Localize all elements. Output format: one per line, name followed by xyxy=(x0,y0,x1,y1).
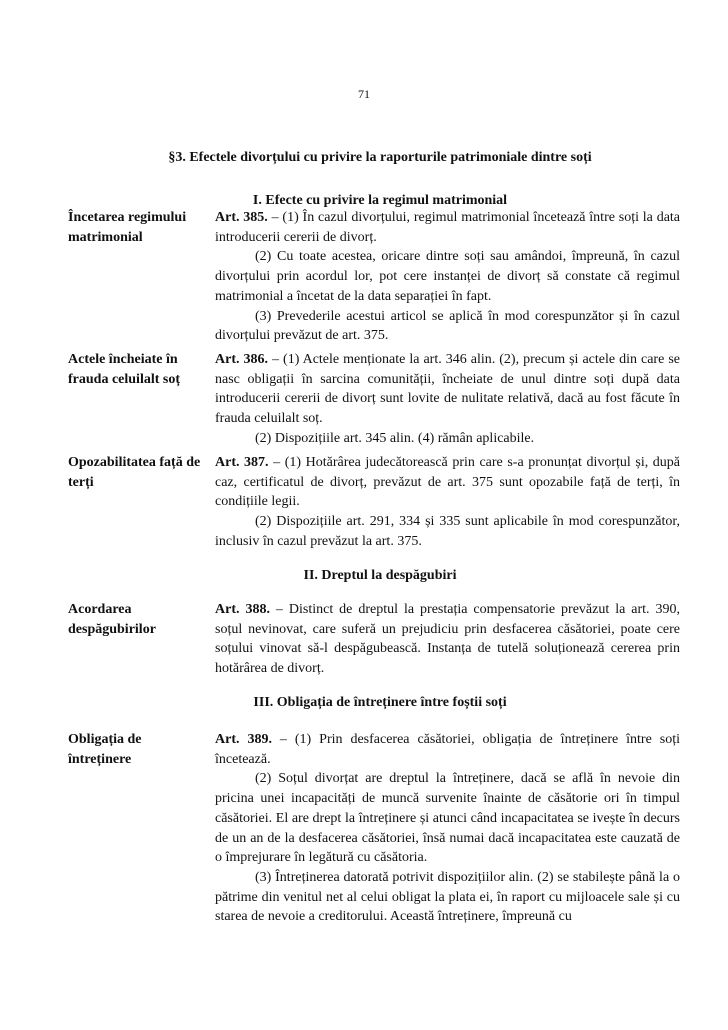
side-label-art-388: Acordarea despăgubirilor xyxy=(68,602,156,637)
side-label-art-387: Opozabilitatea față de terți xyxy=(68,455,201,490)
side-label-art-389: Obligația de întreținere xyxy=(68,732,142,767)
chapter-title: §3. Efectele divorțului cu privire la raporturile patrimoniale dintre soți xyxy=(168,150,592,165)
article-paragraph: – (1) În cazul divorțului, regimul matrimonial încetează între soți la data introducerii cererii de divorț. xyxy=(215,210,681,245)
article-paragraph: – (1) Actele menționate la art. 346 alin. (2), precum și actele din care se nasc obligații în sarcina comunității, încheiate de unul dintre soți după data introducerii cererii de divorț sunt lovite de nulitate relativă, dacă au fost făcute în frauda celuilalt soț. xyxy=(215,352,680,427)
section-title-1: I. Efecte cu privire la regimul matrimonial xyxy=(252,193,508,208)
article-385 xyxy=(215,208,680,346)
side-label-art-385: Încetarea regimului matrimonial xyxy=(68,210,187,245)
section-title-2: II. Dreptul la despăgubiri xyxy=(303,568,457,583)
article-number: Art. 387. xyxy=(215,455,269,470)
article-number: Art. 388. xyxy=(215,602,270,617)
side-label-art-386: Actele încheiate în frauda celuilalt soț xyxy=(68,352,180,387)
article-number: Art. 385. xyxy=(215,210,268,225)
article-387 xyxy=(215,453,680,552)
article-number: Art. 386. xyxy=(215,352,268,367)
article-386 xyxy=(215,350,680,449)
page-number: 71 xyxy=(358,87,370,101)
article-paragraph: – (1) Prin desfacerea căsătoriei, obligația de întreținere între soți încetează. xyxy=(215,732,680,767)
article-paragraph: – Distinct de dreptul la prestația compensatorie prevăzut la art. 390, soțul nevinovat, care suferă un prejudiciu prin desfacerea căsătoriei, poate cere soțului vinovat să-l despăgubească. Instanța de tutelă soluționează cererea prin hotărârea de divorț. xyxy=(215,602,680,677)
article-388 xyxy=(215,600,680,679)
article-paragraph: (2) Cu toate acestea, oricare dintre soți sau amândoi, împreună, în cazul divorțului prin acordul lor, pot cere instanței de divorț să constate că regimul matrimonial a încetat de la data separației în fapt. xyxy=(215,249,680,304)
article-paragraph: (2) Dispozițiile art. 345 alin. (4) rămân aplicabile. xyxy=(255,430,535,446)
section-title-3: III. Obligația de întreținere între foștii soți xyxy=(253,695,507,710)
article-paragraph: (2) Soțul divorțat are dreptul la întreținere, dacă se află în nevoie din pricina unei incapacități de muncă survenite înainte de căsătorie ori în timpul căsătoriei. El are drept la întreținere și atunci când incapacitatea se ivește în decurs de un an de la desfacerea căsătoriei, însă numai dacă incapacitatea este cauzată de o împrejurare în legătură cu căsătoria. xyxy=(215,771,680,866)
article-paragraph: – (1) Hotărârea judecătorească prin care s-a pronunțat divorțul și, după caz, certificatul de divorț, prevăzut de art. 375 sunt opozabile față de terți, în condițiile legii. xyxy=(215,455,680,510)
article-389 xyxy=(215,730,680,927)
article-number: Art. 389. xyxy=(215,732,272,747)
article-paragraph: (2) Dispozițiile art. 291, 334 și 335 sunt aplicabile în mod corespunzător, inclusiv în cazul prevăzut la art. 375. xyxy=(215,514,680,549)
article-paragraph: (3) Întreținerea datorată potrivit dispozițiilor alin. (2) se stabilește până la o pătrime din venitul net al celui obligat la plata ei, în raport cu mijloacele sale și cu starea de nevoie a creditorului. Această întreținere, împreună cu xyxy=(215,869,680,925)
article-paragraph: (3) Prevederile acestui articol se aplică în mod corespunzător și în cazul divorțului prevăzut de art. 375. xyxy=(215,308,680,344)
